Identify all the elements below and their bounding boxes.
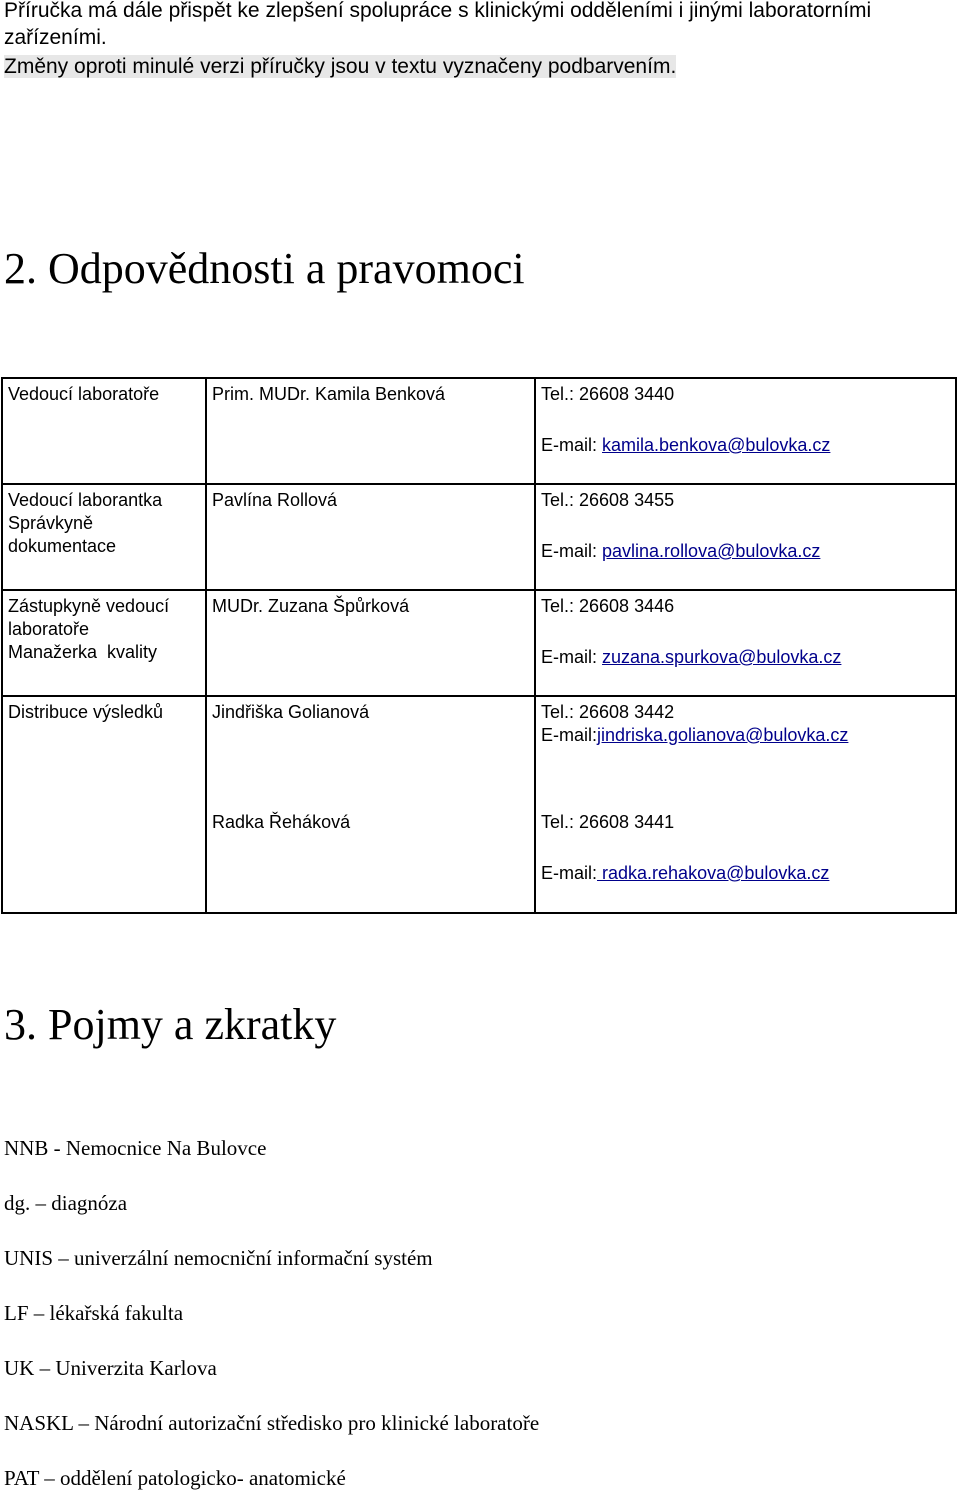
name-cell — [206, 484, 535, 590]
table-row — [2, 378, 956, 484]
role-cell — [2, 484, 206, 590]
role-cell — [2, 378, 206, 484]
person-name: Pavlína Rollová — [212, 490, 338, 510]
role-label: Zástupkyně vedoucí — [8, 596, 170, 616]
contact-cell — [535, 378, 956, 484]
term-item: NASKL – Národní autorizační středisko pro klinické laboratoře — [4, 1411, 540, 1435]
intro-line-1: Příručka má dále přispět ke zlepšení spolupráce s klinickými odděleními i jinými laboratorními — [4, 0, 872, 22]
person-name: Jindřiška Golianová — [212, 702, 370, 722]
email-link[interactable]: kamila.benkova@bulovka.cz — [602, 435, 831, 455]
role-label: Správkyně — [8, 513, 94, 533]
phone-number: Tel.: 26608 3446 — [541, 596, 675, 616]
contact-cell — [535, 696, 956, 913]
email-line: E-mail: pavlina.rollova@bulovka.cz — [541, 541, 821, 561]
role-cell — [2, 696, 206, 913]
term-item: PAT – oddělení patologicko- anatomické — [4, 1466, 346, 1490]
term-item: UNIS – univerzální nemocniční informační systém — [4, 1246, 433, 1270]
term-item: UK – Univerzita Karlova — [4, 1356, 217, 1380]
phone-number: Tel.: 26608 3441 — [541, 812, 675, 832]
role-label: dokumentace — [8, 536, 117, 556]
section-3-heading: 3. Pojmy a zkratky — [4, 1000, 337, 1049]
term-item: dg. – diagnóza — [4, 1191, 128, 1215]
responsibilities-table — [1, 377, 957, 914]
contact-cell — [535, 484, 956, 590]
phone-number: Tel.: 26608 3455 — [541, 490, 675, 510]
role-label: Vedoucí laboratoře — [8, 384, 160, 404]
email-line: E-mail:jindriska.golianova@bulovka.cz — [541, 725, 849, 745]
email-line: E-mail: kamila.benkova@bulovka.cz — [541, 435, 831, 455]
phone-number: Tel.: 26608 3440 — [541, 384, 675, 404]
name-cell — [206, 378, 535, 484]
term-item: LF – lékařská fakulta — [4, 1301, 184, 1325]
role-label: Vedoucí laborantka — [8, 490, 163, 510]
table-row — [2, 696, 956, 913]
email-line: E-mail: radka.rehakova@bulovka.cz — [541, 863, 830, 883]
table-row — [2, 590, 956, 696]
email-link[interactable]: jindriska.golianova@bulovka.cz — [597, 725, 849, 745]
role-label: Distribuce výsledků — [8, 702, 164, 722]
contact-cell — [535, 590, 956, 696]
role-label: Manažerka kvality — [8, 642, 158, 662]
name-cell — [206, 696, 535, 913]
table-row — [2, 484, 956, 590]
email-line: E-mail: zuzana.spurkova@bulovka.cz — [541, 647, 842, 667]
phone-number: Tel.: 26608 3442 — [541, 702, 675, 722]
intro-line-3 — [4, 54, 676, 80]
person-name: Radka Řeháková — [212, 812, 351, 832]
term-item: NNB - Nemocnice Na Bulovce — [4, 1136, 267, 1160]
section-2-heading: 2. Odpovědnosti a pravomoci — [4, 244, 525, 293]
person-name: Prim. MUDr. Kamila Benková — [212, 384, 446, 404]
email-link[interactable]: pavlina.rollova@bulovka.cz — [602, 541, 821, 561]
person-name: MUDr. Zuzana Špůrková — [212, 596, 410, 616]
name-cell — [206, 590, 535, 696]
highlighted-text: Změny oproti minulé verzi příručky jsou v textu vyznačeny podbarvením. — [4, 55, 677, 78]
role-cell — [2, 590, 206, 696]
email-link[interactable]: zuzana.spurkova@bulovka.cz — [602, 647, 842, 667]
intro-line-2: zařízeními. — [4, 26, 107, 49]
email-link[interactable]: radka.rehakova@bulovka.cz — [597, 863, 830, 883]
role-label: laboratoře — [8, 619, 90, 639]
